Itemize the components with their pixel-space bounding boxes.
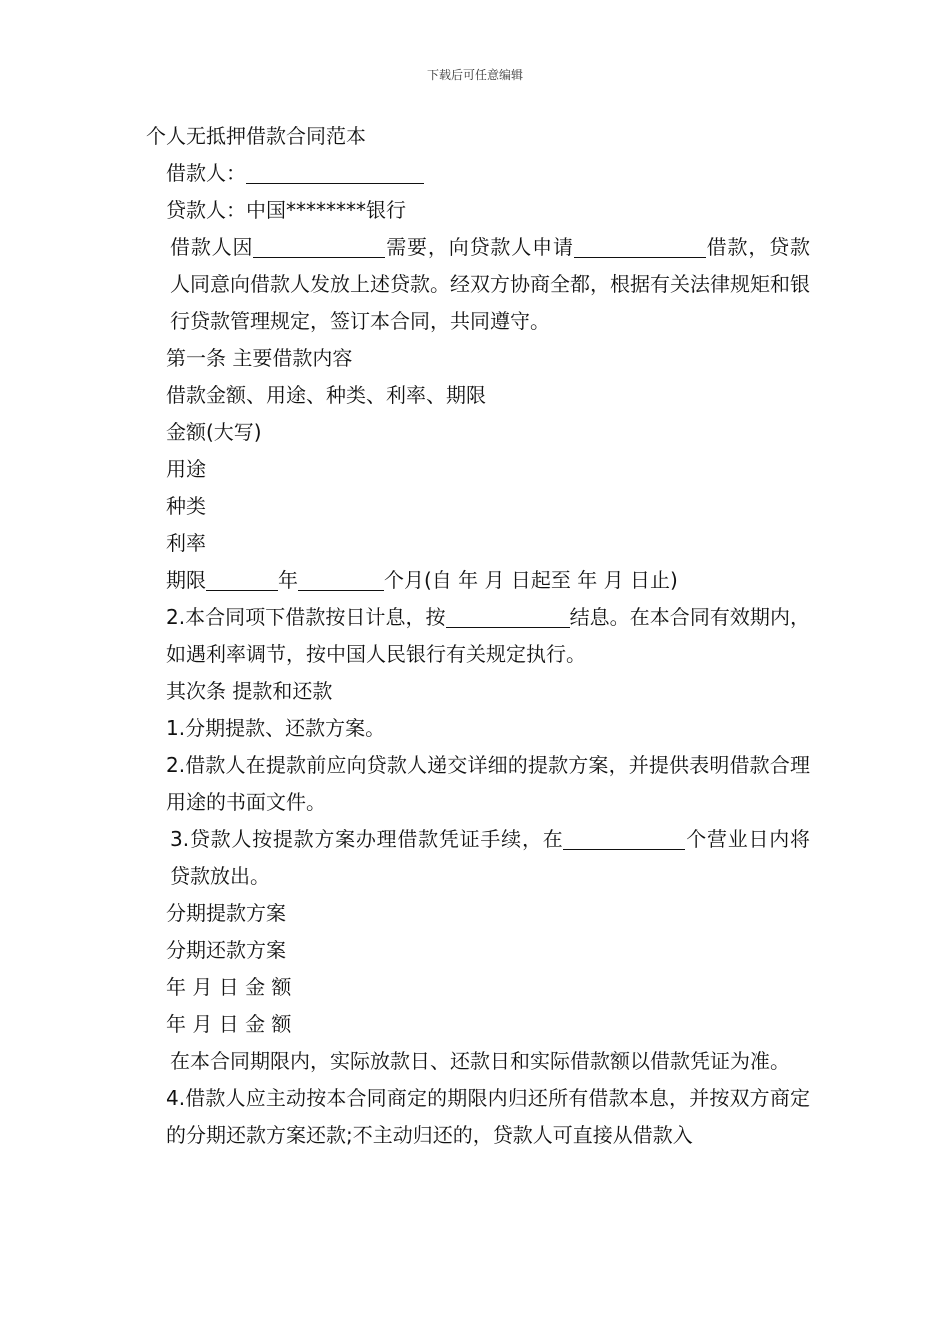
business-days-blank [563, 827, 685, 850]
within-term-paragraph: 在本合同期限内，实际放款日、还款日和实际借款额以借款凭证为准。 [170, 1049, 790, 1073]
clause-2-3-text-1: 3.贷款人按提款方案办理借款凭证手续，在 [170, 827, 564, 851]
rate-line: 利率 [166, 531, 206, 555]
loan-type-blank [574, 235, 706, 258]
intro-text-2: 需要，向贷款人申请 [385, 235, 574, 259]
date-amount-line-2: 年 月 日 金 额 [166, 1012, 292, 1036]
repay-plan-line: 分期还款方案 [166, 938, 286, 962]
document-title: 个人无抵押借款合同范本 [146, 124, 366, 148]
clause-2-paragraph [146, 599, 810, 673]
intro-text-1: 借款人因 [170, 235, 254, 259]
clause-2-2: 2.借款人在提款前应向贷款人递交详细的提款方案，并提供表明借款合理用途的书面文件。 [166, 753, 810, 814]
clause-2-text-1: 2.本合同项下借款按日计息，按 [166, 605, 446, 629]
months-blank [298, 568, 384, 591]
term-year: 年 [278, 568, 298, 592]
document-body [146, 118, 810, 1154]
clause-2-3-text-2: 个营业日内将贷款放出。 [170, 827, 810, 888]
lender-line: 贷款人：中国********银行 [166, 198, 406, 222]
withdraw-plan-line: 分期提款方案 [166, 901, 286, 925]
years-blank [206, 568, 278, 591]
clause-2-1: 1.分期提款、还款方案。 [166, 716, 386, 740]
borrower-blank [246, 161, 424, 184]
page-header: 下载后可任意编辑 [426, 68, 523, 82]
article-2-title: 其次条 提款和还款 [166, 679, 333, 703]
usage-line: 用途 [166, 457, 206, 481]
borrower-label: 借款人： [166, 161, 246, 185]
term-label: 期限 [166, 568, 206, 592]
term-range: 个月(自 年 月 日起至 年 月 日止) [384, 568, 678, 592]
clause-2-3 [146, 821, 810, 895]
clause-2-text-2: 结息。在本合同有效期内，如遇利率调节，按中国人民银行有关规定执行。 [166, 605, 810, 666]
intro-paragraph [146, 229, 810, 340]
article-1-title: 第一条 主要借款内容 [166, 346, 353, 370]
settlement-blank [446, 605, 570, 628]
article-1-items: 借款金额、用途、种类、利率、期限 [166, 383, 486, 407]
reason-blank [253, 235, 385, 258]
borrower-line [146, 155, 810, 192]
kind-line: 种类 [166, 494, 206, 518]
amount-line: 金额(大写) [166, 420, 262, 444]
intro-text-3: 借款，贷款人同意向借款人发放上述贷款。经双方协商全都，根据有关法律规矩和银行贷款管理规定，签订本合同，共同遵守。 [170, 235, 811, 333]
term-line [146, 562, 810, 599]
clause-2-4: 4.借款人应主动按本合同商定的期限内归还所有借款本息，并按双方商定的分期还款方案还款;不主动归还的，贷款人可直接从借款入 [166, 1086, 810, 1147]
date-amount-line-1: 年 月 日 金 额 [166, 975, 292, 999]
